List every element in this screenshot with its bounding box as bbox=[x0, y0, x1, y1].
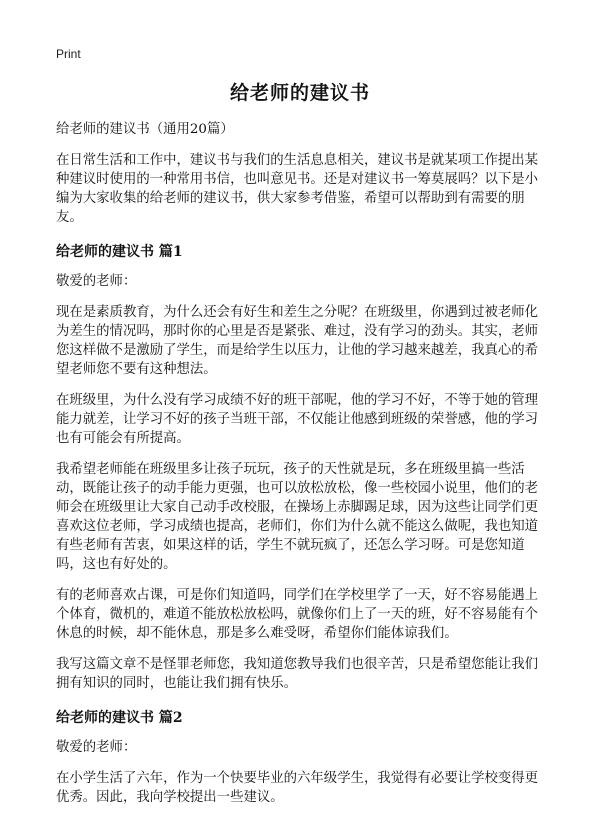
intro-paragraph: 在日常生活和工作中，建议书与我们的生活息息相关，建议书是就某项工作提出某种建议时使用的一种常用书信，也叫意见书。还是对建议书一筹莫展吗？以下是小编为大家收集的给老师的建议书，供大家参考借鉴，希望可以帮助到有需要的朋友。 bbox=[56, 153, 539, 225]
section-heading: 给老师的建议书 篇1 bbox=[56, 244, 183, 260]
section-heading: 给老师的建议书 篇2 bbox=[56, 710, 183, 726]
body-paragraph: 在班级里，为什么没有学习成绩不好的班干部呢，他的学习不好，不等于她的管理能力就差，让学习不好的孩子当班干部，不仅能让他感到班级的荣誉感，他的学习也有可能会有所提高。 bbox=[56, 393, 539, 446]
print-link[interactable]: Print bbox=[56, 47, 81, 61]
document-body bbox=[56, 120, 546, 819]
body-paragraph: 在小学生活了六年，作为一个快要毕业的六年级学生，我觉得有必要让学校变得更优秀。因此，我向学校提出一些建议。 bbox=[56, 771, 539, 805]
salutation: 敬爱的老师： bbox=[56, 740, 137, 755]
salutation: 敬爱的老师： bbox=[56, 274, 137, 289]
body-paragraph: 现在是素质教育，为什么还会有好生和差生之分呢？在班级里，你遇到过被老师化为差生的情况吗，那时你的心里是否是紧张、难过，没有学习的劲头。其实，老师您这样做不是激励了学生，而是给学生以压力，让他的学习越来越差，我真心的希望老师您不要有这种想法。 bbox=[56, 305, 539, 377]
body-paragraph: 我希望老师能在班级里多让孩子玩玩，孩子的天性就是玩，多在班级里搞一些活动，既能让孩子的动手能力更强，也可以放松放松，像一些校园小说里，他们的老师会在班级里让大家自己动手改校服，在操场上赤脚踢足球，因为这些让同学们更喜欢这位老师，学习成绩也提高，老师们，你们为什么就不能这么做呢，我也知道有些老师有苦衷，如果这样的话，学生不就玩疯了，还怎么学习呀。可是您知道吗，这也有好处的。 bbox=[56, 462, 539, 572]
page-title: 给老师的建议书 bbox=[229, 82, 370, 104]
document-subtitle: 给老师的建议书（通用20篇） bbox=[56, 122, 234, 137]
body-paragraph: 我写这篇文章不是怪罪老师您，我知道您教导我们也很辛苦，只是希望您能让我们拥有知识的同时，也能让我们拥有快乐。 bbox=[56, 657, 539, 691]
body-paragraph: 有的老师喜欢占课，可是你们知道吗，同学们在学校里学了一天，好不容易能遇上个体育，微机的，难道不能放松放松吗，就像你们上了一天的班，好不容易能有个休息的时候，却不能休息，那是多么难受呀，希望你们能体谅我们。 bbox=[56, 588, 539, 641]
